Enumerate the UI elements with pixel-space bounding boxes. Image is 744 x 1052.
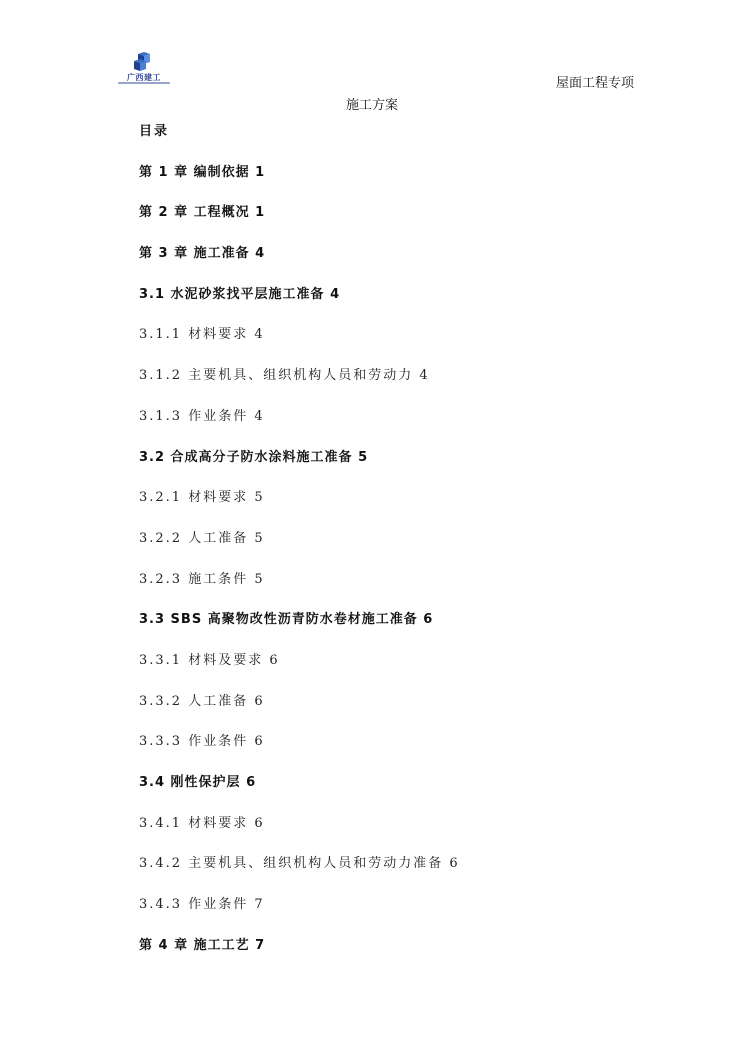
toc-item[interactable]: 3.1.2 主要机具、组织机构人员和劳动力 4 bbox=[139, 368, 430, 384]
toc-item[interactable]: 第 1 章 编制依据 1 bbox=[139, 164, 266, 180]
toc-item[interactable]: 3.2.1 材料要求 5 bbox=[139, 490, 265, 506]
logo-subline bbox=[118, 82, 170, 84]
toc-item[interactable]: 3.3.2 人工准备 6 bbox=[139, 693, 265, 709]
toc-title: 目录 bbox=[139, 124, 170, 139]
header-right-title: 屋面工程专项 bbox=[556, 76, 635, 91]
toc-item[interactable]: 3.2 合成高分子防水涂料施工准备 5 bbox=[139, 449, 369, 465]
toc-item[interactable]: 3.1 水泥砂浆找平层施工准备 4 bbox=[139, 286, 341, 302]
toc-item[interactable]: 3.1.1 材料要求 4 bbox=[139, 327, 265, 343]
toc-item[interactable]: 3.2.2 人工准备 5 bbox=[139, 530, 265, 546]
toc-item[interactable]: 3.3.1 材料及要求 6 bbox=[139, 652, 280, 668]
toc-item[interactable]: 第 4 章 施工工艺 7 bbox=[139, 937, 266, 953]
toc-item[interactable]: 3.3.3 作业条件 6 bbox=[139, 734, 265, 750]
toc-item[interactable]: 3.4.2 主要机具、组织机构人员和劳动力准备 6 bbox=[139, 856, 460, 872]
toc-item[interactable]: 3.1.3 作业条件 4 bbox=[139, 408, 265, 424]
company-logo bbox=[116, 52, 172, 86]
logo-text: 广西建工 bbox=[127, 73, 161, 82]
table-of-contents bbox=[139, 124, 659, 978]
toc-item[interactable]: 第 2 章 工程概况 1 bbox=[139, 205, 266, 221]
toc-item[interactable]: 3.3 SBS 高聚物改性沥青防水卷材施工准备 6 bbox=[139, 612, 434, 628]
toc-item[interactable]: 3.4.1 材料要求 6 bbox=[139, 815, 265, 831]
header-center-title: 施工方案 bbox=[345, 98, 398, 113]
toc-item[interactable]: 3.2.3 施工条件 5 bbox=[139, 571, 265, 587]
toc-item[interactable]: 第 3 章 施工准备 4 bbox=[139, 246, 266, 262]
logo-cube-icon bbox=[116, 52, 172, 74]
toc-item[interactable]: 3.4.3 作业条件 7 bbox=[139, 897, 265, 913]
toc-item[interactable]: 3.4 刚性保护层 6 bbox=[139, 775, 257, 790]
